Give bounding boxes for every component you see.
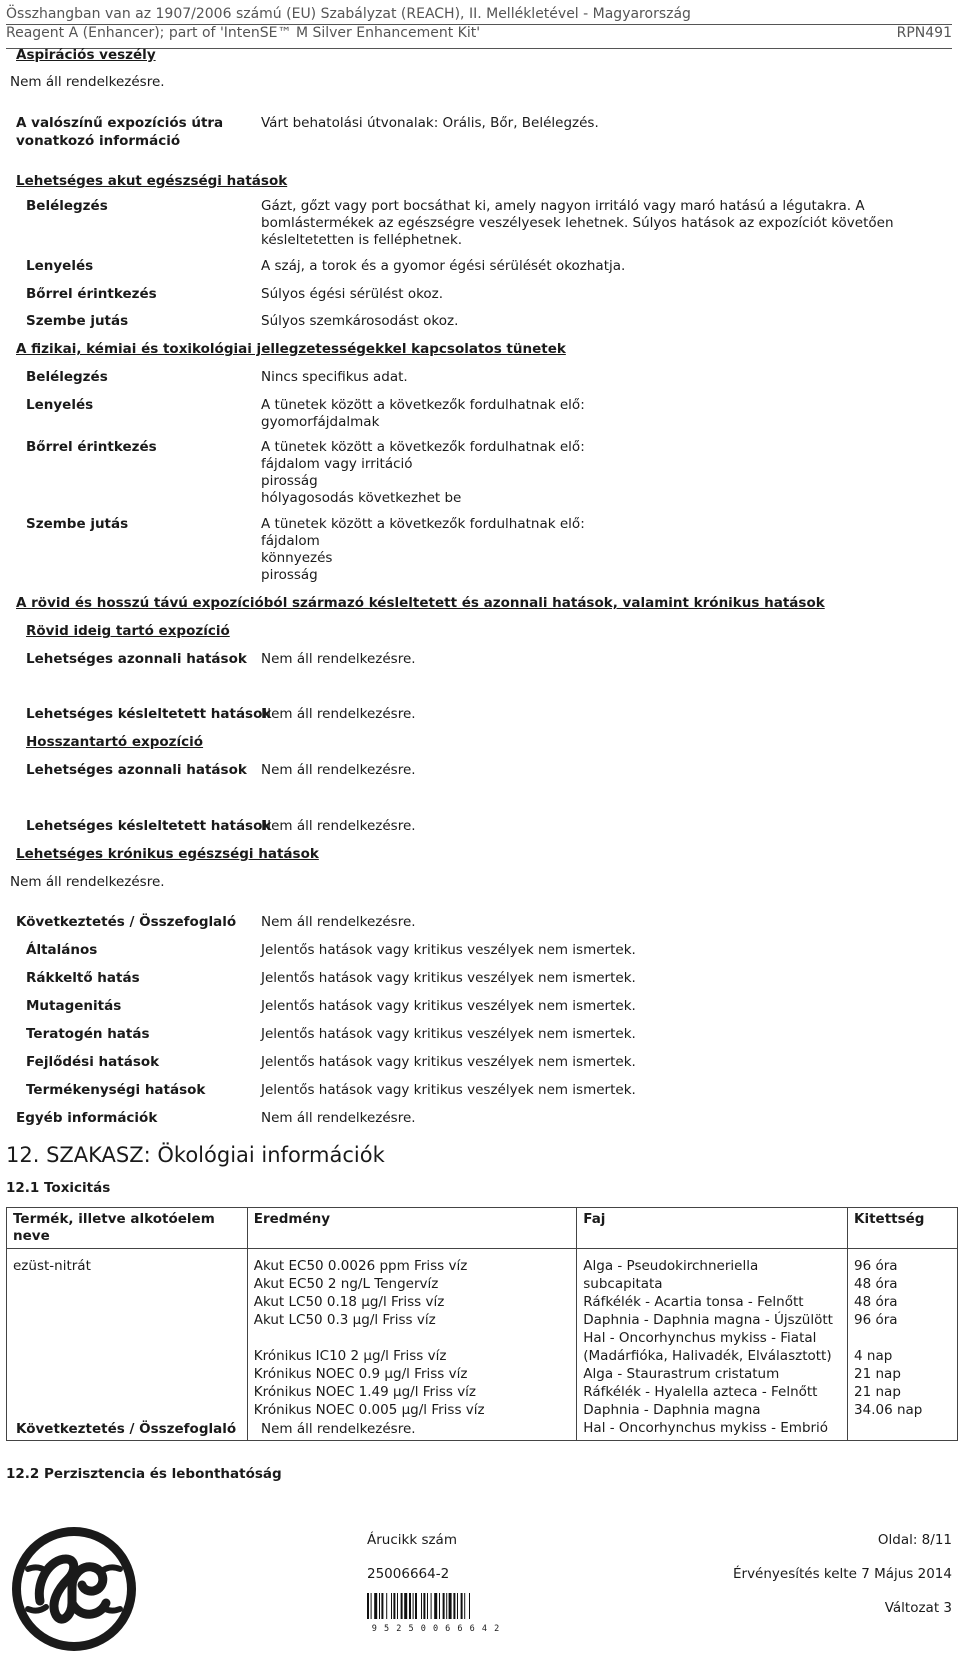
- exposure-routes-value: Várt behatolási útvonalak: Orális, Bőr, Belélegzés.: [261, 115, 599, 131]
- short-immediate-value: Nem áll rendelkezésre.: [261, 651, 416, 667]
- chronic-conclusion-value: Nem áll rendelkezésre.: [261, 914, 416, 930]
- text-line: fájdalom vagy irritáció: [261, 456, 413, 472]
- symptoms-title: A fizikai, kémiai és toxikológiai jellegzetességekkel kapcsolatos tünetek: [16, 341, 566, 357]
- exposure-line: 48 óra: [854, 1294, 898, 1310]
- toxicity-subtitle: 12.1 Toxicitás: [6, 1180, 111, 1196]
- barcode-bars-icon: [367, 1593, 505, 1619]
- aspiration-title: Aspirációs veszély: [16, 47, 156, 63]
- text-line: bomlástermékek az egészségre veszélyesek lehetnek. Súlyos hatások az expozíciót követően: [261, 215, 894, 231]
- long-delayed-value: Nem áll rendelkezésre.: [261, 818, 416, 834]
- barcode-bar: [434, 1593, 437, 1619]
- table-row: [7, 1249, 958, 1441]
- header-code: RPN491: [896, 25, 952, 41]
- chronic-developmental-label: Fejlődési hatások: [26, 1054, 160, 1070]
- aspiration-value: Nem áll rendelkezésre.: [10, 74, 165, 90]
- barcode-bar: [401, 1593, 403, 1619]
- text-line: gyomorfájdalmak: [261, 414, 380, 430]
- species-line: Alga - Staurastrum cristatum: [583, 1366, 780, 1382]
- ge-logo-icon: [10, 1525, 138, 1653]
- barcode-bar: [423, 1593, 425, 1619]
- result-line: Akut LC50 0.3 µg/l Friss víz: [253, 1312, 436, 1328]
- symptoms-eye-label: Szembe jutás: [26, 516, 129, 532]
- barcode-bar: [404, 1593, 407, 1619]
- result-line: Akut LC50 0.18 µg/l Friss víz: [253, 1294, 445, 1310]
- chronic-fertility-value: Jelentős hatások vagy kritikus veszélyek nem ismertek.: [261, 1082, 636, 1098]
- species-line: Hal - Oncorhynchus mykiss - Embrió: [583, 1420, 829, 1436]
- acute-eye-label: Szembe jutás: [26, 313, 129, 329]
- delayed-title: A rövid és hosszú távú expozícióból származó késleltetett és azonnali hatások, valamint krónikus hatások: [16, 595, 825, 611]
- product-name: ezüst-nitrát: [13, 1258, 91, 1274]
- article-number: 25006664-2: [367, 1566, 450, 1582]
- chronic-teratogenic-label: Teratogén hatás: [26, 1026, 150, 1042]
- chronic-fertility-label: Termékenységi hatások: [26, 1082, 206, 1098]
- chronic-developmental-value: Jelentős hatások vagy kritikus veszélyek nem ismertek.: [261, 1054, 636, 1070]
- header-product: Reagent A (Enhancer); part of 'IntenSE™ M Silver Enhancement Kit': [6, 25, 481, 41]
- other-info-value: Nem áll rendelkezésre.: [261, 1110, 416, 1126]
- toxicity-table: [6, 1207, 958, 1441]
- result-line: [254, 1329, 571, 1347]
- barcode-bar: [457, 1593, 458, 1619]
- symptoms-eye-text: [261, 516, 931, 584]
- barcode-bar: [367, 1593, 369, 1619]
- long-immediate-value: Nem áll rendelkezésre.: [261, 762, 416, 778]
- col-header-species: Faj: [577, 1208, 848, 1249]
- result-line: Krónikus NOEC 1.49 µg/l Friss víz: [253, 1384, 477, 1400]
- species-line: Alga - Pseudokirchneriella subcapitata: [583, 1258, 759, 1292]
- barcode-bar: [393, 1593, 395, 1619]
- symptoms-ingestion-label: Lenyelés: [26, 397, 94, 413]
- symptoms-ingestion-text: [261, 397, 931, 431]
- cell-results: [247, 1249, 577, 1441]
- chronic-carcinogenic-label: Rákkeltő hatás: [26, 970, 140, 986]
- species-line: Hal - Oncorhynchus mykiss - Fiatal: [583, 1330, 817, 1346]
- short-immediate-label: Lehetséges azonnali hatások: [26, 651, 247, 667]
- exposure-routes-label-1: A valószínű expozíciós útra: [16, 115, 224, 131]
- barcode-bar: [413, 1593, 414, 1619]
- chronic-value: Nem áll rendelkezésre.: [10, 874, 165, 890]
- barcode-bar: [449, 1593, 452, 1619]
- barcode-bar: [391, 1593, 392, 1619]
- acute-inhalation-text: [261, 198, 931, 249]
- barcode-bar: [397, 1593, 398, 1619]
- persistence-subtitle: 12.2 Perzisztencia és lebonthatóság: [6, 1466, 282, 1482]
- barcode-bar: [461, 1593, 463, 1619]
- long-immediate-label: Lehetséges azonnali hatások: [26, 762, 247, 778]
- table-header-row: [7, 1208, 958, 1249]
- barcode-bar: [374, 1593, 377, 1619]
- barcode-bar: [386, 1593, 387, 1619]
- chronic-general-label: Általános: [26, 942, 98, 958]
- acute-skin-label: Bőrrel érintkezés: [26, 286, 157, 302]
- chronic-teratogenic-value: Jelentős hatások vagy kritikus veszélyek nem ismertek.: [261, 1026, 636, 1042]
- text-line: késleltetetten is felléphetnek.: [261, 232, 463, 248]
- text-line: pirosság: [261, 567, 318, 583]
- barcode-bar: [427, 1593, 428, 1619]
- long-exposure-title: Hosszantartó expozíció: [26, 734, 204, 750]
- acute-ingestion-label: Lenyelés: [26, 258, 94, 274]
- result-line: Akut EC50 0.0026 ppm Friss víz: [253, 1258, 468, 1274]
- text-line: hólyagosodás következhet be: [261, 490, 462, 506]
- barcode-bar: [453, 1593, 455, 1619]
- exposure-line: 4 nap: [854, 1348, 893, 1364]
- exposure-line: 21 nap: [854, 1384, 901, 1400]
- acute-eye-text: Súlyos szemkárosodást okoz.: [261, 313, 459, 329]
- species-line: Ráfkélék - Acartia tonsa - Felnőtt: [583, 1294, 804, 1310]
- barcode-bar: [446, 1593, 447, 1619]
- page-number: Oldal: 8/11: [877, 1532, 952, 1548]
- chronic-mutagenic-value: Jelentős hatások vagy kritikus veszélyek nem ismertek.: [261, 998, 636, 1014]
- exposure-routes-label-2: vonatkozó információ: [16, 133, 181, 149]
- text-line: fájdalom: [261, 533, 320, 549]
- species-line: Daphnia - Daphnia magna: [583, 1402, 761, 1418]
- validation-date: Érvényesítés kelte 7 Május 2014: [732, 1566, 952, 1582]
- exposure-line: 34.06 nap: [854, 1402, 923, 1418]
- barcode-digits: 9 5 2 5 0 0 6 6 6 4 2: [371, 1624, 501, 1634]
- cell-product: [7, 1249, 248, 1441]
- barcode-bar: [381, 1593, 383, 1619]
- text-line: A tünetek között a következők fordulhatnak elő:: [261, 397, 585, 413]
- symptoms-inhalation-text: Nincs specifikus adat.: [261, 369, 408, 385]
- acute-title: Lehetséges akut egészségi hatások: [16, 173, 288, 189]
- text-line: pirosság: [261, 473, 318, 489]
- barcode-bar: [431, 1593, 432, 1619]
- eco-conclusion-label: Következtetés / Összefoglaló: [16, 1421, 237, 1437]
- eco-conclusion-value: Nem áll rendelkezésre.: [261, 1421, 416, 1437]
- cell-exposure: [848, 1249, 958, 1441]
- barcode-bar: [469, 1593, 470, 1619]
- text-line: A tünetek között a következők fordulhatnak elő:: [261, 516, 585, 532]
- barcode-bar: [464, 1593, 465, 1619]
- chronic-general-value: Jelentős hatások vagy kritikus veszélyek nem ismertek.: [261, 942, 636, 958]
- short-exposure-title: Rövid ideig tartó expozíció: [26, 623, 230, 639]
- header-regulation: Összhangban van az 1907/2006 számú (EU) Szabályzat (REACH), II. Mellékletével - Magyarország: [6, 6, 691, 22]
- col-header-product: Termék, illetve alkotóelem neve: [7, 1208, 248, 1249]
- chronic-carcinogenic-value: Jelentős hatások vagy kritikus veszélyek nem ismertek.: [261, 970, 636, 986]
- result-line: Krónikus NOEC 0.9 µg/l Friss víz: [253, 1366, 468, 1382]
- exposure-line: 96 óra: [854, 1258, 898, 1274]
- result-line: Akut EC50 2 ng/L Tengervíz: [253, 1276, 439, 1292]
- result-line: Krónikus IC10 2 µg/l Friss víz: [253, 1348, 447, 1364]
- chronic-mutagenic-label: Mutagenitás: [26, 998, 122, 1014]
- col-header-result: Eredmény: [247, 1208, 577, 1249]
- chronic-conclusion-label: Következtetés / Összefoglaló: [16, 914, 237, 930]
- acute-inhalation-label: Belélegzés: [26, 198, 108, 214]
- barcode: [367, 1593, 505, 1634]
- text-line: A tünetek között a következők fordulhatnak elő:: [261, 439, 585, 455]
- species-line: Ráfkélék - Hyalella azteca - Felnőtt: [583, 1384, 818, 1400]
- barcode-bar: [409, 1593, 411, 1619]
- short-delayed-value: Nem áll rendelkezésre.: [261, 706, 416, 722]
- symptoms-inhalation-label: Belélegzés: [26, 369, 108, 385]
- exposure-line: 96 óra: [854, 1312, 898, 1328]
- barcode-bar: [439, 1593, 440, 1619]
- result-line: Krónikus NOEC 0.005 µg/l Friss víz: [253, 1402, 485, 1418]
- acute-skin-text: Súlyos égési sérülést okoz.: [261, 286, 444, 302]
- symptoms-skin-text: [261, 439, 931, 507]
- version: Változat 3: [884, 1600, 952, 1616]
- section-12-title: 12. SZAKASZ: Ökológiai információk: [6, 1143, 385, 1167]
- barcode-bar: [421, 1593, 422, 1619]
- symptoms-skin-label: Bőrrel érintkezés: [26, 439, 157, 455]
- acute-ingestion-text: A száj, a torok és a gyomor égési sérülését okozhatja.: [261, 258, 626, 274]
- barcode-bar: [371, 1593, 372, 1619]
- long-delayed-label: Lehetséges késleltetett hatások: [26, 818, 272, 834]
- chronic-title: Lehetséges krónikus egészségi hatások: [16, 846, 319, 862]
- exposure-line: 48 óra: [854, 1276, 898, 1292]
- text-line: könnyezés: [261, 550, 333, 566]
- species-line: Daphnia - Daphnia magna - Újszülött: [583, 1312, 833, 1328]
- barcode-bar: [443, 1593, 445, 1619]
- other-info-label: Egyéb információk: [16, 1110, 158, 1126]
- exposure-line: 21 nap: [854, 1366, 901, 1382]
- short-delayed-label: Lehetséges késleltetett hatások: [26, 706, 272, 722]
- text-line: Gázt, gőzt vagy port bocsáthat ki, amely nagyon irritáló vagy maró hatású a légutakra. A: [261, 198, 865, 214]
- barcode-bar: [415, 1593, 417, 1619]
- cell-species: [577, 1249, 848, 1441]
- barcode-bar: [379, 1593, 380, 1619]
- article-label: Árucikk szám: [367, 1532, 457, 1548]
- exposure-line: [854, 1329, 951, 1347]
- col-header-exposure: Kitettség: [848, 1208, 958, 1249]
- species-line: (Madárfióka, Halivadék, Elválasztott): [583, 1348, 832, 1364]
